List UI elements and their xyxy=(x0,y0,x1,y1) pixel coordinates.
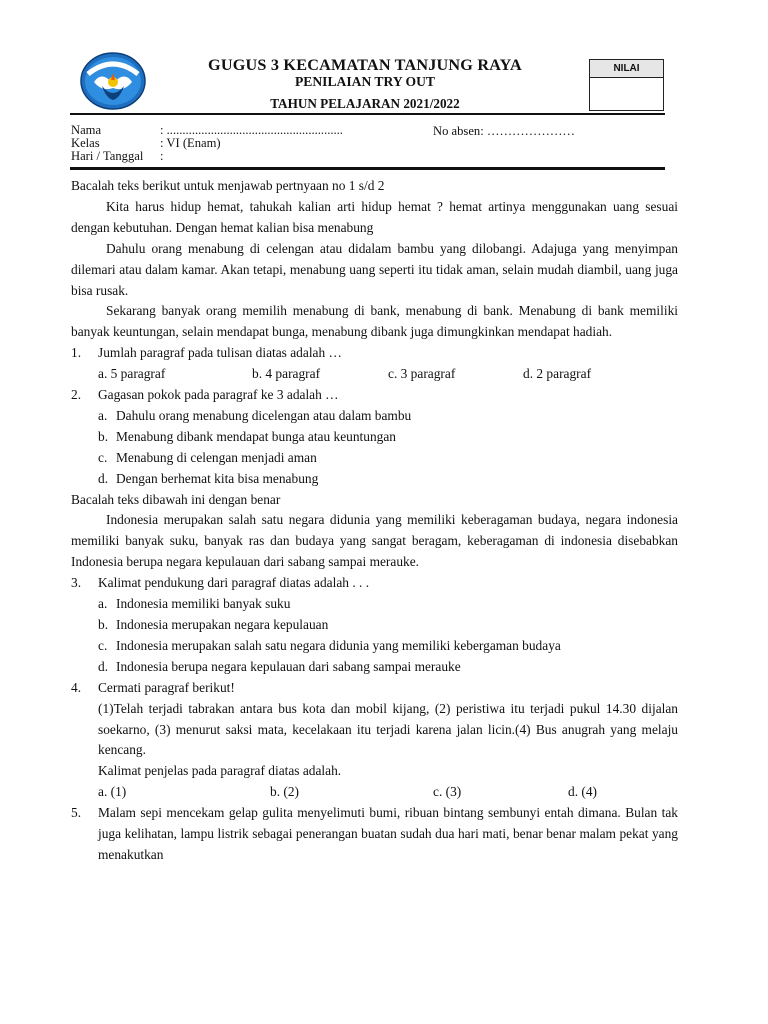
question-2 xyxy=(71,385,678,406)
name-field[interactable]: : ........................................................ xyxy=(160,123,343,137)
question-3 xyxy=(71,573,678,594)
question-4-prompt: Kalimat penjelas pada paragraf diatas adalah. xyxy=(98,763,342,779)
q3-option-a[interactable] xyxy=(71,594,678,615)
name-label: Nama xyxy=(71,123,102,137)
q3-option-d[interactable] xyxy=(71,657,678,678)
option-label: d. xyxy=(98,658,109,674)
q1-option-c[interactable]: c. 3 paragraf xyxy=(388,366,456,382)
option-text: Dengan berhemat kita bisa menabung xyxy=(116,470,319,486)
option-text: Menabung dibank mendapat bunga atau keuntungan xyxy=(116,428,397,444)
q2-option-d[interactable] xyxy=(71,469,678,490)
q4-option-d[interactable]: d. (4) xyxy=(568,784,598,800)
tut-wuri-handayani-logo xyxy=(80,52,146,110)
option-text: Menabung di celengan menjadi aman xyxy=(116,449,317,465)
reading2-paragraph-1: Indonesia merupakan salah satu negara didunia yang memiliki keberagaman budaya, negara indonesia memiliki banyak suku, banyak ras dan budaya yang sangat beragam, keberagaman di indonesia disebabkan Indonesia berupa negara kepulauan dari sabang sampai merauke. xyxy=(71,512,678,570)
question-5 xyxy=(71,803,678,866)
question-4-passage: (1)Telah terjadi tabrakan antara bus kota dan mobil kijang, (2) peristiwa itu terjadi pukul 14.30 dijalan soekarno, (3) menurut saksi mata, kecelakaan itu terjadi karena jalan licin.(4) Bus anugrah yang melaju kencang. xyxy=(98,700,678,758)
option-text: Indonesia merupakan negara kepulauan xyxy=(116,617,329,633)
question-4 xyxy=(71,678,678,699)
exam-content xyxy=(71,176,678,866)
option-label: b. xyxy=(98,617,109,633)
question-2-number: 2. xyxy=(71,387,82,403)
q2-option-c[interactable] xyxy=(71,448,678,469)
question-3-number: 3. xyxy=(71,575,82,591)
q3-option-b[interactable] xyxy=(71,615,678,636)
question-1 xyxy=(71,343,678,364)
question-5-text: Malam sepi mencekam gelap gulita menyelimuti bumi, ribuan bintang sembunyi entah dimana. Bulan tak juga kelihatan, lampu listrik sebagai penerangan buatan sudah dua hari mati, benar benar malam pekat yang menakutkan xyxy=(98,805,678,862)
class-value: : VI (Enam) xyxy=(160,136,221,150)
question-3-text: Kalimat pendukung dari paragraf diatas adalah . . . xyxy=(98,575,370,591)
reading1-instruction: Bacalah teks berikut untuk menjawab pertnyaan no 1 s/d 2 xyxy=(71,178,385,193)
q2-option-a[interactable] xyxy=(71,406,678,427)
option-label: c. xyxy=(98,637,108,653)
option-text: Indonesia berupa negara kepulauan dari sabang sampai merauke xyxy=(116,658,461,674)
date-label: Hari / Tanggal xyxy=(71,149,144,163)
option-label: a. xyxy=(98,596,108,612)
option-text: Indonesia memiliki banyak suku xyxy=(116,596,291,612)
academic-year: TAHUN PELAJARAN 2021/2022 xyxy=(270,96,460,111)
q3-option-c[interactable] xyxy=(71,636,678,657)
reading1-paragraph-2: Dahulu orang menabung di celengan atau didalam bambu yang dilobangi. Adajuga yang menyimpan dilemari atau dalam kamar. Akan tetapi, menabung uang seperti itu tidak aman, selain mudah diambil, uang juga bisa rusak. xyxy=(71,240,678,298)
q4-option-c[interactable]: c. (3) xyxy=(433,784,462,800)
q1-option-a[interactable]: a. 5 paragraf xyxy=(98,366,166,382)
q4-option-b[interactable]: b. (2) xyxy=(270,784,300,800)
score-box-label: NILAI xyxy=(590,60,663,78)
identity-divider xyxy=(70,167,665,170)
option-text: Dahulu orang menabung dicelengan atau dalam bambu xyxy=(116,407,412,423)
q1-option-b[interactable]: b. 4 paragraf xyxy=(252,366,321,382)
q1-option-d[interactable]: d. 2 paragraf xyxy=(523,366,592,382)
question-2-text: Gagasan pokok pada paragraf ke 3 adalah … xyxy=(98,387,339,403)
reading2-instruction: Bacalah teks dibawah ini dengan benar xyxy=(71,491,281,507)
reading1-paragraph-1: Kita harus hidup hemat, tahukah kalian arti hidup hemat ? hemat artinya menggunakan uang sesuai dengan kebutuhan. Dengan hemat kalian bisa menabung xyxy=(71,198,678,235)
class-label: Kelas xyxy=(71,136,100,150)
option-label: b. xyxy=(98,428,109,444)
question-1-options xyxy=(71,364,678,385)
school-cluster-title: GUGUS 3 KECAMATAN TANJUNG RAYA xyxy=(208,56,522,74)
question-1-number: 1. xyxy=(71,345,82,361)
option-label: a. xyxy=(98,407,108,423)
attendance-number-field[interactable]: No absen: ………………… xyxy=(433,124,576,138)
question-4-text: Cermati paragraf berikut! xyxy=(98,679,235,695)
exam-title: PENILAIAN TRY OUT xyxy=(294,74,435,89)
reading1-paragraph-3: Sekarang banyak orang memilih menabung di bank, menabung di bank. Menabung di bank memiliki banyak keuntungan, selain mendapat bunga, menabung dibank juga dimungkinkan mendapat hadiah. xyxy=(71,303,678,340)
date-field[interactable]: : xyxy=(160,149,164,163)
option-label: d. xyxy=(98,470,109,486)
option-label: c. xyxy=(98,449,108,465)
option-text: Indonesia merupakan salah satu negara didunia yang memiliki kebergaman budaya xyxy=(116,637,561,653)
q4-option-a[interactable]: a. (1) xyxy=(98,784,127,800)
q2-option-b[interactable] xyxy=(71,427,678,448)
question-1-text: Jumlah paragraf pada tulisan diatas adalah … xyxy=(98,345,342,361)
header-divider xyxy=(70,113,665,115)
question-5-number: 5. xyxy=(71,805,82,821)
question-4-options xyxy=(71,782,678,803)
question-4-number: 4. xyxy=(71,679,82,695)
score-box xyxy=(589,59,664,111)
